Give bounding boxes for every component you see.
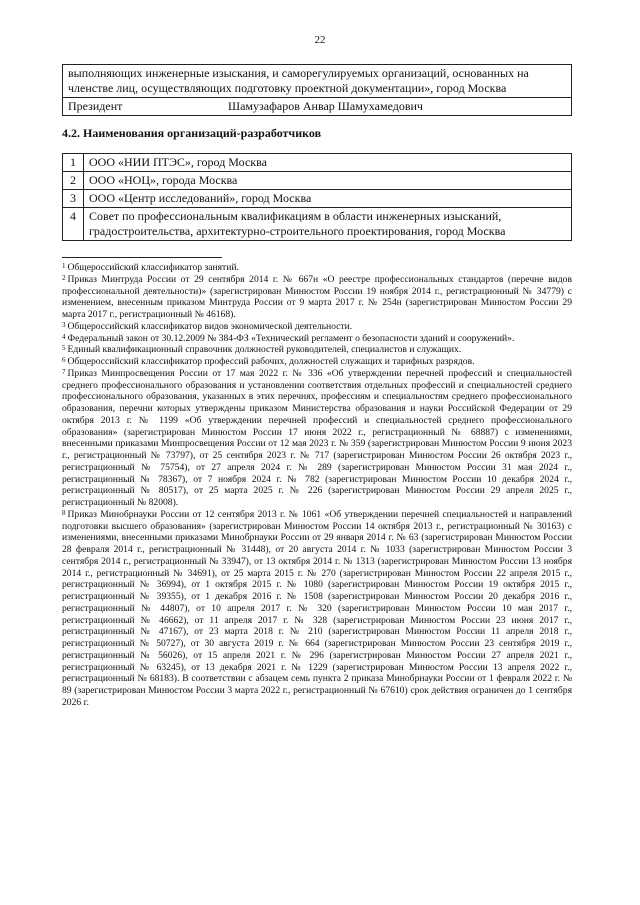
footnote — [62, 368, 572, 509]
footnote-text: Приказ Минтруда России от 29 сентября 2014 г. № 667н «О реестре профессиональных стандартов (перечне видов профессиональной деятельности)» (зарегистрирован Минюстом России 19 ноября 2014 г., регистрационный № 34779) с изменением, внесенным приказом Минтруда России от 9 марта 2017 г. № 254н (зарегистрирован Минюстом России 29 марта 2017 г., регистрационный № 46168). — [62, 273, 572, 320]
org-number: 1 — [63, 154, 84, 172]
footnote-marker: 5 — [62, 344, 66, 353]
footnote-text: Общероссийский классификатор занятий. — [67, 262, 239, 273]
organizations-table — [62, 153, 572, 241]
footnote-marker: 1 — [62, 262, 66, 270]
footnote-text: Общероссийский классификатор видов экономической деятельности. — [67, 320, 353, 332]
continuation-table — [62, 64, 572, 116]
footnote-text: Федеральный закон от 30.12.2009 № 384-ФЗ «Технический регламент о безопасности зданий и сооружений». — [67, 332, 515, 344]
president-name: Шамузафаров Анвар Шамухамедович — [228, 99, 423, 113]
footnote-marker: 8 — [62, 508, 66, 517]
footnote — [62, 333, 572, 345]
page-number: 22 — [314, 34, 326, 46]
table-row — [63, 65, 572, 98]
org-number: 2 — [63, 172, 84, 190]
org-number: 3 — [63, 190, 84, 208]
footnote — [62, 509, 572, 709]
continuation-text: выполняющих инженерные изыскания, и саморегулируемых организаций, основанных на членстве лиц, осуществляющих подготовку проектной документации», город Москва — [63, 65, 572, 98]
table-row — [63, 190, 572, 208]
org-name: ООО «Центр исследований», город Москва — [84, 190, 572, 208]
table-row — [63, 154, 572, 172]
footnote-separator — [62, 257, 222, 258]
footnote — [62, 262, 572, 274]
footnotes — [62, 262, 572, 709]
org-number: 4 — [63, 208, 84, 241]
footnote — [62, 274, 572, 321]
org-name: ООО «НОЦ», города Москва — [84, 172, 572, 190]
section-heading: 4.2. Наименования организаций-разработчиков — [62, 126, 322, 140]
footnote-text: Единый квалификационный справочник должностей руководителей, специалистов и служащих. — [67, 344, 462, 356]
org-name: Совет по профессиональным квалификациям в области инженерных изысканий, градостроительства, архитектурно-строительного проектирования, город Москва — [84, 208, 572, 241]
footnote-marker: 3 — [62, 320, 66, 329]
footnote-text: Приказ Минобрнауки России от 12 сентября 2013 г. № 1061 «Об утверждении перечней специальностей и направлений подготовки высшего образования» (зарегистрирован Минюстом России 14 октября 2013 г., регистрационный № 30163) с изменениями, внесенными приказами Минобрнауки России от 29 января 2014 г. № 63 (зарегистрирован Минюстом России 28 февраля 2014 г., регистрационный № 31448), от 20 августа 2014 г. № 1033 (зарегистрирован Минюстом России 3 сентября 2014 г., регистрационный № 33947), от 13 октября 2014 г. № 1313 (зарегистрирован Минюстом России 13 ноября 2014 г., регистрационный № 34691), от 25 марта 2015 г. № 270 (зарегистрирован Минюстом России 22 апреля 2015 г., регистрационный № 36994), от 1 октября 2015 г. № 1080 (зарегистрирован Минюстом России 19 октября 2015 г., регистрационный № 39355), от 1 декабря 2016 г. № 1508 (зарегистрирован Минюстом России 20 декабря 2016 г., регистрационный № 44807), от 10 апреля 2017 г. № 320 (зарегистрирован Минюстом России 10 мая 2017 г., регистрационный № 46662), от 11 апреля 2017 г. № 328 (зарегистрирован Минюстом России 23 июня 2017 г., регистрационный № 47167), от 23 марта 2018 г. № 210 (зарегистрирован Минюстом России 11 апреля 2018 г., регистрационный № 50727), от 30 августа 2019 г. № 664 (зарегистрирован Минюстом России 23 сентября 2019 г., регистрационный № 56026), от 15 апреля 2021 г. № 296 (зарегистрирован Минюстом России 27 апреля 2021 г., регистрационный № 63245), от 13 декабря 2021 г. № 1229 (зарегистрирован Минюстом России 13 апреля 2022 г., регистрационный № 68183). В соответствии с абзацем семь пункта 2 приказа Минобрнауки России от 1 февраля 2022 г. № 89 (зарегистрирован Минюстом России 3 марта 2022 г., регистрационный № 67610) срок действия ограничен до 1 сентября 2026 г. — [62, 508, 572, 708]
footnote-marker: 7 — [62, 367, 66, 376]
table-row — [63, 172, 572, 190]
footnote-text: Общероссийский классификатор профессий рабочих, должностей служащих и тарифных разрядов. — [67, 356, 475, 367]
president-cell — [63, 98, 572, 116]
table-row — [63, 98, 572, 116]
footnote — [62, 321, 572, 333]
footnote-marker: 4 — [62, 332, 66, 341]
org-name: ООО «НИИ ПТЭС», город Москва — [84, 154, 572, 172]
president-label: Президент — [68, 99, 123, 113]
table-row — [63, 208, 572, 241]
footnote-marker: 2 — [62, 273, 66, 282]
footnote-text: Приказ Минпросвещения России от 17 мая 2022 г. № 336 «Об утверждении перечней профессий и специальностей среднего профессионального образования и установлении соответствия отдельных профессий и специальностей среднего профессионального образования, указанных в этих перечнях, профессиям и специальностям среднего профессионального образования, перечни которых утверждены приказом Министерства образования и науки Российской Федерации от 29 октября 2013 г. № 1199 «Об утверждении перечней профессий и специальностей среднего профессионального образования» (зарегистрирован Минюстом России 17 июня 2022 г., регистрационный № 68887) с изменениями, внесенными приказами Минпросвещения России от 12 мая 2023 г. № 359 (зарегистрирован Минюстом России 9 июня 2023 г., регистрационный № 73797), от 25 сентября 2023 г. № 717 (зарегистрирован Минюстом России 26 октября 2023 г., регистрационный № 75754), от 27 апреля 2024 г. № 289 (зарегистрирован Минюстом России 31 мая 2024 г., регистрационный № 78367), от 7 ноября 2024 г. № 782 (зарегистрирован Минюстом России 10 декабря 2024 г., регистрационный № 80517), от 25 марта 2025 г. № 226 (зарегистрирован Минюстом России 29 апреля 2025 г., регистрационный № 82008). — [62, 367, 572, 508]
footnote — [62, 356, 572, 368]
footnote — [62, 344, 572, 356]
footnote-marker: 6 — [62, 356, 66, 364]
